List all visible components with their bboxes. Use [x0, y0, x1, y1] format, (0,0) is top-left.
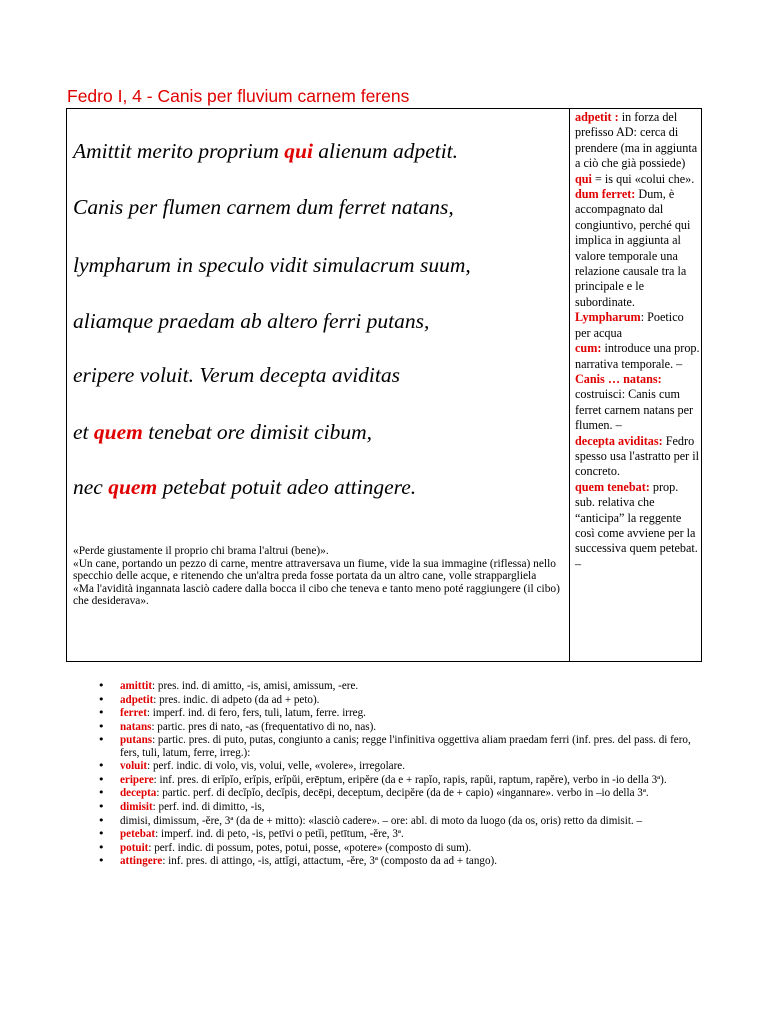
list-item: [120, 760, 710, 772]
list-item: [120, 828, 710, 840]
note-item: [575, 480, 701, 572]
list-item: [120, 801, 710, 813]
note-keyword: qui: [575, 171, 592, 186]
vocab-term: attingere: [120, 855, 163, 868]
verse-line: [73, 139, 458, 164]
verse-post: alienum adpetit.: [312, 139, 459, 163]
note-text: prop. sub. relativa che “anticipa” la reggente così come avviene per la successiva quem petebat. –: [575, 479, 698, 571]
vocab-definition: : pres. ind. di amitto, -is, amisi, amissum, -ere.: [152, 680, 359, 692]
verse-highlight: quem: [108, 475, 158, 499]
verse-line: [73, 253, 471, 278]
note-item: [575, 372, 701, 434]
vocab-definition: : perf. indic. di possum, potes, potui, posse, «potere» (composto di sum).: [148, 841, 472, 854]
list-item: [120, 815, 710, 827]
note-keyword: Lympharum: [575, 310, 641, 325]
list-item: [120, 787, 710, 799]
verse-pre: lympharum in speculo vidit simulacrum suum,: [73, 253, 471, 277]
vocab-term: amittit: [120, 680, 153, 692]
note-keyword: adpetit :: [575, 110, 619, 124]
note-item: [575, 341, 701, 372]
vocab-term: dimisit: [120, 800, 153, 813]
vocab-definition: : inf. pres. di erĭpĭo, erĭpis, erĭpŭi, erēptum, eripĕre (da e + rapĭo, rapis, rapŭi, raptum, rapĕre), verbo in -io della 3ª).: [153, 773, 667, 786]
note-text: Fedro spesso usa l'astratto per il concreto.: [575, 433, 700, 479]
list-item: [120, 734, 710, 758]
notes-column: [575, 110, 701, 572]
vocab-definition: : partic. perf. di decĭpĭo, decĭpis, decēpi, deceptum, decipĕre (da de + capio) «ingannare». verbo in –io della 3ª.: [156, 787, 649, 800]
list-item: [120, 774, 710, 786]
list-item: [120, 694, 710, 706]
translation-line: «Un cane, portando un pezzo di carne, mentre attraversava un fiume, vide la sua immagine (riflessa) nello specchio delle acque, e ritenendo che un'altra preda fosse portata da un altro cane, volle strappargliela: [73, 557, 556, 583]
vocab-term: decepta: [120, 787, 157, 800]
list-item: [120, 721, 710, 733]
vocab-definition: : partic. pres. di puto, putas, congiunto a canis; regge l'infinitiva oggettiva aliam praedam ferri (inf. pres. del pass. di fero, fers, tuli, latum, ferre, irreg.):: [120, 734, 691, 759]
verse-pre: Amittit merito proprium: [73, 139, 285, 163]
vocab-term: voluit: [120, 760, 148, 773]
note-text: = is qui «colui che».: [591, 171, 695, 186]
note-keyword: dum ferret:: [575, 187, 636, 202]
verse-pre: aliamque praedam ab altero ferri putans,: [73, 309, 430, 333]
column-divider: [569, 109, 570, 661]
list-item: [120, 707, 710, 719]
verse-line: [73, 309, 429, 334]
note-item: [575, 110, 701, 172]
vocab-term: eripere: [120, 773, 154, 786]
vocab-definition: : imperf. ind. di fero, fers, tuli, latum, ferre. irreg.: [146, 707, 366, 720]
vocab-definition: : partic. pres di nato, -as (frequentativo di no, nas).: [151, 720, 377, 733]
vocab-definition: : perf. indic. di volo, vis, volui, velle, «volere», irregolare.: [147, 760, 405, 773]
vocab-term: natans: [120, 720, 152, 733]
vocab-term: ferret: [120, 707, 147, 720]
note-text: introduce una prop. narrativa temporale. –: [575, 341, 700, 371]
verse-pre: et: [73, 420, 94, 444]
page-title: Fedro I, 4 - Canis per fluvium carnem ferens: [67, 86, 410, 106]
verse-highlight: qui: [284, 139, 313, 163]
note-keyword: Canis … natans:: [575, 371, 662, 386]
vocab-definition: : pres. indic. di adpeto (da ad + peto).: [153, 693, 320, 706]
verse-pre: nec: [73, 475, 109, 499]
note-item: [575, 434, 701, 480]
translation-line: «Ma l'avidità ingannata lasciò cadere dalla bocca il cibo che teneva e tanto meno poté raggiungere (il cibo) che desiderava».: [73, 582, 560, 608]
vocab-term: putans: [120, 734, 153, 747]
verse-post: tenebat ore dimisit cibum,: [142, 420, 372, 444]
vocab-definition: dimisi, dimissum, -ĕre, 3ª (da de + mitto): «lasciò cadere». – ore: abl. di moto da luogo (da os, oris) retto da dimisit. –: [120, 814, 642, 827]
list-item: [120, 842, 710, 854]
note-keyword: cum:: [575, 341, 602, 356]
verse-pre: Canis per flumen carnem dum ferret natans,: [73, 195, 454, 219]
note-item: [575, 187, 701, 310]
list-item: [120, 680, 710, 692]
translation-line: «Perde giustamente il proprio chi brama l'altrui (bene)».: [73, 545, 329, 557]
verse-line: [73, 363, 400, 388]
note-keyword: quem tenebat:: [575, 479, 650, 494]
verse-line: [73, 475, 416, 500]
note-text: : Poetico per acqua: [575, 310, 684, 340]
vocab-term: petebat: [120, 828, 156, 841]
verse-post: petebat potuit adeo attingere.: [157, 475, 417, 499]
vocab-term: potuit: [120, 841, 149, 854]
verse-highlight: quem: [93, 420, 143, 444]
note-text: costruisci: Canis cum ferret carnem natans per flumen. –: [575, 387, 694, 433]
verse-pre: eripere voluit. Verum decepta aviditas: [73, 363, 400, 387]
text-table: [66, 108, 702, 662]
vocab-definition: : inf. pres. di attingo, -is, attĭgi, attactum, -ĕre, 3ª (composto da ad + tango).: [162, 855, 497, 868]
vocabulary-list: [120, 680, 710, 869]
note-keyword: decepta aviditas:: [575, 433, 663, 448]
translation-block: [73, 545, 561, 608]
note-item: [575, 310, 701, 341]
vocab-term: adpetit: [120, 693, 154, 706]
vocab-definition: : imperf. ind. di peto, -is, petīvi o petĭi, petītum, -ĕre, 3ª.: [155, 828, 404, 841]
list-item: [120, 855, 710, 867]
note-text: Dum, è accompagnato dal congiuntivo, perché qui implica in aggiunta al valore temporale una relazione causale tra la principale e le subordinate.: [575, 187, 691, 309]
note-item: [575, 172, 701, 187]
verse-line: [73, 195, 454, 220]
verse-line: [73, 420, 372, 445]
note-text: in forza del prefisso AD: cerca di prendere (ma in aggiunta a ciò che già possiede): [575, 110, 698, 171]
vocab-definition: : perf. ind. di dimitto, -is,: [152, 800, 265, 813]
